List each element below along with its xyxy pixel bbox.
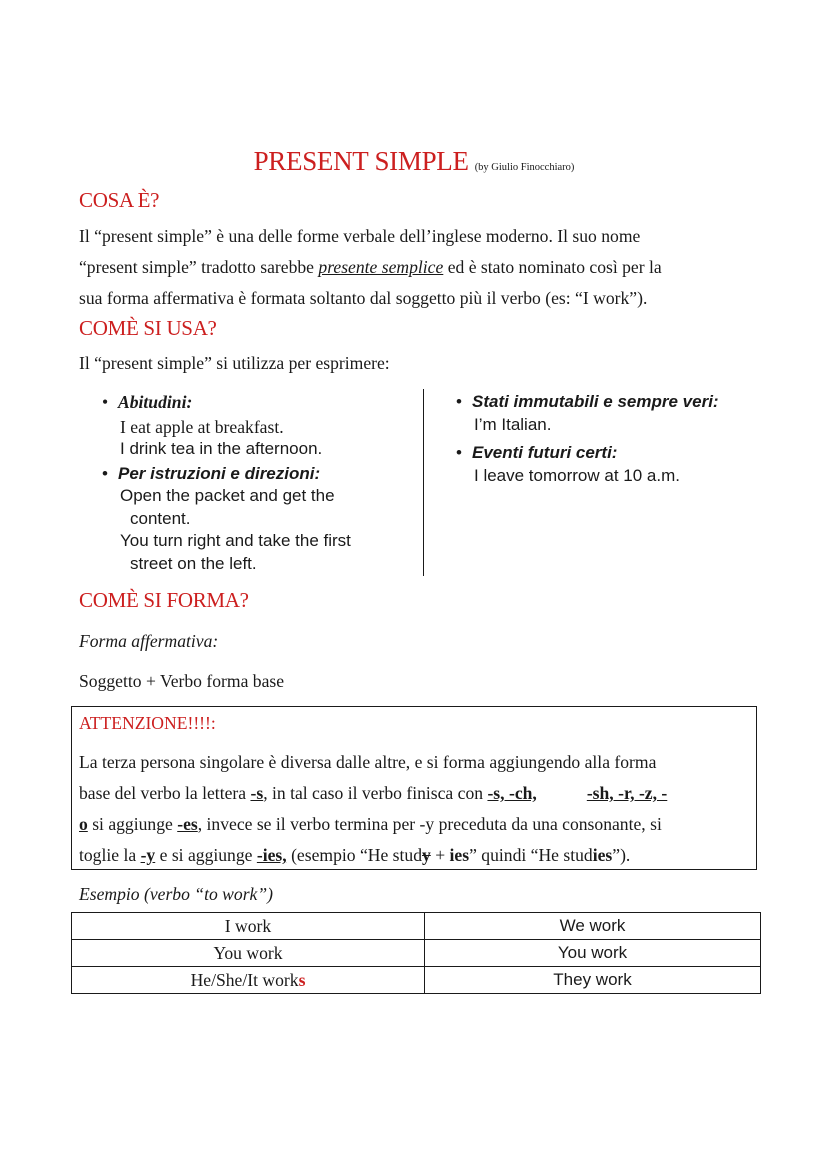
usage-right-column: [456, 391, 719, 487]
attention-line-1: La terza persona singolare è diversa dalle altre, e si forma aggiungendo alla forma: [79, 752, 657, 772]
heading-cosa-e: COSA È?: [79, 188, 160, 212]
example-italian: I’m Italian.: [474, 414, 552, 434]
bullet-istruzioni: • Per istruzioni e direzioni:: [102, 463, 351, 486]
section1-line-3: sua forma affermativa è formata soltanto dal soggetto più il verbo (es: “I work”).: [79, 288, 648, 308]
example-leave-tomorrow: I leave tomorrow at 10 a.m.: [474, 465, 680, 485]
example-caption: Esempio (verbo “to work”): [79, 884, 274, 904]
table-row: [72, 913, 761, 940]
example-open-packet-cont: content.: [130, 508, 191, 528]
table-cell: You work: [72, 940, 425, 967]
bullet-abitudini: • Abitudini:: [102, 391, 351, 414]
section2-intro: Il “present simple” si utilizza per esprimere:: [79, 353, 390, 373]
formula-text: Soggetto + Verbo forma base: [79, 671, 285, 691]
attention-line-3: o si aggiunge -es, invece se il verbo termina per -y preceduta da una consonante, si: [79, 814, 662, 834]
bullet-stati-immutabili: • Stati immutabili e sempre veri:: [456, 391, 719, 414]
attention-line-2: base del verbo la lettera -s, in tal caso il verbo finisca con -s, -ch, -sh, -r, -z, -: [79, 783, 668, 803]
table-cell: He/She/It works: [72, 967, 425, 994]
example-turn-right-cont: street on the left.: [130, 553, 257, 573]
table-cell: We work: [425, 913, 761, 940]
emph-presente-semplice: presente semplice: [318, 257, 444, 277]
heading-come-si-usa: COMÈ SI USA?: [79, 316, 217, 340]
section1-paragraph: [79, 221, 662, 314]
attention-line-4: toglie la -y e si aggiunge -ies, (esempio “He study + ies” quindi “He studies”).: [79, 845, 631, 865]
example-eat-apple: I eat apple at breakfast.: [120, 416, 284, 437]
attention-title: ATTENZIONE!!!!:: [79, 713, 216, 733]
table-cell: You work: [425, 940, 761, 967]
page-title: [0, 146, 828, 177]
bullet-eventi-futuri: • Eventi futuri certi:: [456, 442, 719, 465]
section1-line-2: “present simple” tradotto sarebbe presente semplice ed è stato nominato così per la: [79, 257, 662, 277]
third-person-suffix: s: [298, 969, 306, 990]
section1-line-1: Il “present simple” è una delle forme verbale dell’inglese moderno. Il suo nome: [79, 226, 641, 246]
subheading-forma-affermativa: Forma affermativa:: [79, 631, 219, 651]
attention-text: [79, 747, 667, 871]
example-drink-tea: I drink tea in the afternoon.: [120, 439, 323, 458]
conjugation-table: [71, 912, 761, 994]
example-turn-right: You turn right and take the first: [120, 531, 351, 550]
table-cell: I work: [72, 913, 425, 940]
table-row: [72, 940, 761, 967]
title-main: PRESENT SIMPLE: [253, 146, 469, 176]
table-cell: They work: [425, 967, 761, 994]
usage-left-column: [102, 391, 351, 575]
heading-come-si-forma: COMÈ SI FORMA?: [79, 588, 249, 612]
example-open-packet: Open the packet and get the: [120, 486, 335, 505]
column-divider: [423, 389, 424, 576]
title-byline: (by Giulio Finocchiaro): [474, 162, 575, 173]
table-row: [72, 967, 761, 994]
